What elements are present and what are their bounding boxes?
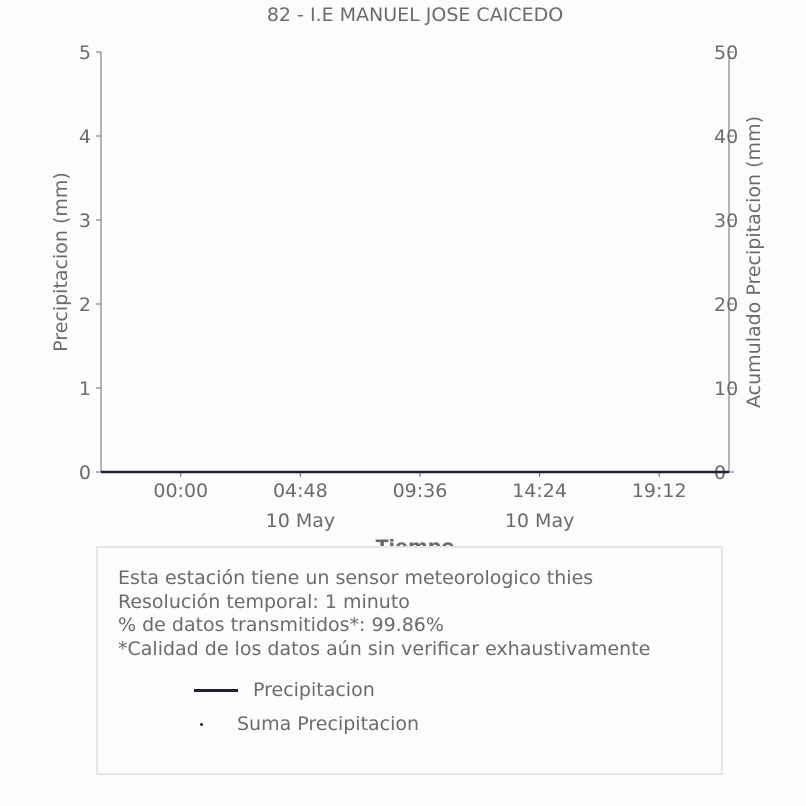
info-line-quality-note: *Calidad de los datos aún sin verificar exhaustivamente bbox=[118, 637, 651, 660]
y2-tick-label: 10 bbox=[714, 378, 739, 400]
x-tick-sublabel: 10 May bbox=[265, 510, 336, 532]
y-tick-label: 3 bbox=[78, 210, 91, 232]
legend-item-precipitacion bbox=[194, 679, 375, 701]
x-tick-label: 04:48 bbox=[272, 480, 328, 502]
y-tick-label: 4 bbox=[78, 126, 91, 148]
y2-tick-label: 0 bbox=[714, 462, 727, 484]
x-tick-label: 14:24 bbox=[512, 480, 567, 502]
legend-item-suma-precipitacion bbox=[194, 713, 419, 735]
legend-label-suma-precipitacion: Suma Precipitacion bbox=[237, 713, 420, 735]
x-tick-sublabel: 10 May bbox=[504, 510, 575, 532]
y-tick-label: 2 bbox=[78, 294, 91, 316]
info-line-sensor: Esta estación tiene un sensor meteorologico thies bbox=[118, 567, 594, 589]
legend-dot-swatch bbox=[200, 723, 203, 726]
chart-title: 82 - I.E MANUEL JOSE CAICEDO bbox=[266, 4, 564, 26]
legend-label-precipitacion: Precipitacion bbox=[253, 679, 375, 701]
x-tick-label: 09:36 bbox=[392, 480, 448, 502]
y-tick-label: 1 bbox=[78, 378, 91, 400]
axes bbox=[79, 42, 738, 532]
info-line-transmitted: % de datos transmitidos*: 99.86% bbox=[118, 614, 444, 636]
info-box bbox=[96, 546, 723, 775]
info-text bbox=[118, 567, 650, 661]
y2-axis-label: Acumulado Precipitacion (mm) bbox=[743, 116, 765, 408]
info-line-resolution: Resolución temporal: 1 minuto bbox=[118, 590, 410, 613]
y-tick-label: 5 bbox=[78, 42, 91, 64]
y2-tick-label: 40 bbox=[714, 126, 739, 148]
y2-tick-label: 20 bbox=[714, 294, 739, 316]
y-tick-label: 0 bbox=[78, 462, 91, 484]
y-axis-label: Precipitacion (mm) bbox=[50, 172, 72, 352]
legend-line-swatch bbox=[194, 689, 238, 692]
y2-tick-label: 30 bbox=[714, 210, 739, 232]
x-tick-label: 00:00 bbox=[153, 480, 209, 502]
x-tick-label: 19:12 bbox=[631, 480, 687, 502]
y2-tick-label: 50 bbox=[714, 42, 739, 64]
